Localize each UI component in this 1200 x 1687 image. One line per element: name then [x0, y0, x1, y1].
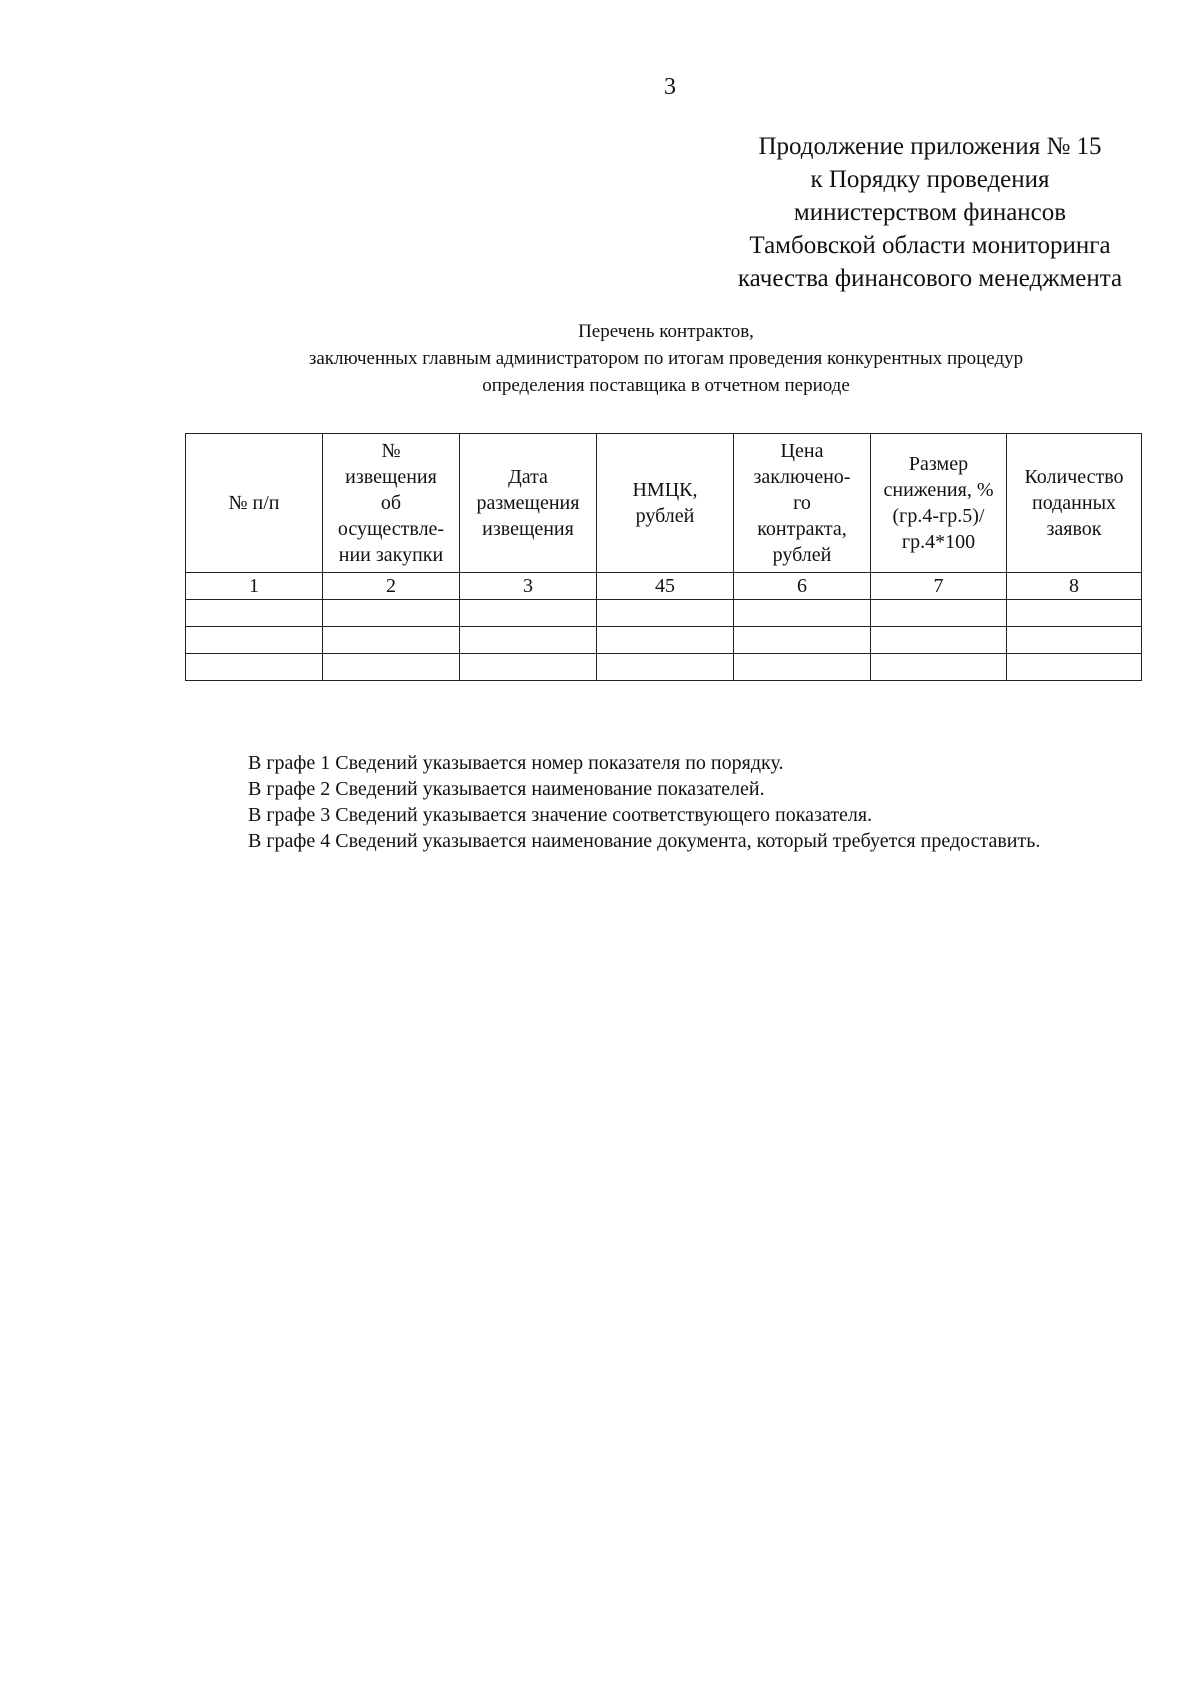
header-text: заявок	[1046, 518, 1102, 540]
appendix-header-line: министерством финансов	[793, 199, 1067, 226]
column-number-cell: 2	[323, 573, 460, 600]
header-text: размещения	[476, 492, 580, 514]
table-cell	[1007, 654, 1142, 681]
table-cell	[597, 627, 734, 654]
table-cell	[597, 654, 734, 681]
header-text: (гр.4-гр.5)/	[892, 505, 985, 527]
column-number-cell: 8	[1007, 573, 1142, 600]
appendix-header-line: качества финансового менеджмента	[737, 265, 1123, 292]
table-cell	[1007, 627, 1142, 654]
header-text: нии закупки	[338, 544, 444, 566]
header-text: Дата	[508, 466, 548, 488]
header-text: рублей	[635, 505, 695, 527]
column-number-cell: 6	[734, 573, 871, 600]
header-cell-initial-price	[597, 434, 734, 573]
header-text: поданных	[1031, 492, 1117, 514]
table-cell	[323, 627, 460, 654]
header-text: Количество	[1024, 466, 1124, 488]
header-text: Цена	[780, 440, 824, 462]
table-cell	[323, 654, 460, 681]
header-text: контракта,	[757, 518, 847, 540]
header-cell-notice-number	[323, 434, 460, 573]
header-text: снижения, %	[883, 479, 994, 501]
table-title-line: заключенных главным администратором по итогам проведения конкурентных процедур	[308, 348, 1024, 369]
header-text: рублей	[772, 544, 832, 566]
header-cell-reduction-percent	[871, 434, 1007, 573]
column-number-cell: 7	[871, 573, 1007, 600]
header-text: извещения	[482, 518, 574, 540]
note-paragraph: В графе 3 Сведений указывается значение соответствующего показателя.	[248, 804, 873, 826]
header-cell-notice-date	[460, 434, 597, 573]
table-cell	[871, 627, 1007, 654]
header-text: НМЦК,	[632, 479, 698, 501]
header-cell-row-number	[186, 434, 323, 573]
header-cell-contract-price	[734, 434, 871, 573]
header-text: № п/п	[228, 492, 280, 514]
table-cell	[460, 627, 597, 654]
header-text: извещения	[345, 466, 437, 488]
table-cell	[186, 654, 323, 681]
table-cell	[1007, 600, 1142, 627]
appendix-header	[700, 130, 1160, 295]
table-cell	[460, 654, 597, 681]
table-cell	[734, 627, 871, 654]
table-row	[186, 627, 1142, 654]
table-row	[186, 600, 1142, 627]
table-cell	[734, 600, 871, 627]
note-paragraph: В графе 1 Сведений указывается номер показателя по порядку.	[248, 752, 784, 774]
header-text: осуществле-	[337, 518, 445, 540]
column-number-cell: 45	[597, 573, 734, 600]
header-text: Размер	[908, 453, 969, 475]
table-cell	[871, 654, 1007, 681]
table-row	[186, 654, 1142, 681]
table-cell	[734, 654, 871, 681]
table-cell	[460, 600, 597, 627]
column-number-cell: 3	[460, 573, 597, 600]
header-text: об	[380, 492, 402, 514]
notes	[175, 750, 1140, 854]
header-text: заключено-	[753, 466, 851, 488]
column-number-row	[186, 573, 1142, 600]
table-header-row	[186, 434, 1142, 573]
note-paragraph: В графе 2 Сведений указывается наименование показателей.	[248, 778, 765, 800]
table-title-line: Перечень контрактов,	[578, 321, 754, 342]
header-cell-applications-count	[1007, 434, 1142, 573]
page-number: 3	[664, 74, 676, 100]
column-number-cell: 1	[186, 573, 323, 600]
header-text: №	[381, 440, 401, 462]
header-text: гр.4*100	[901, 531, 976, 553]
contracts-table	[185, 433, 1142, 681]
table-cell	[871, 600, 1007, 627]
appendix-header-line: Тамбовской области мониторинга	[749, 232, 1111, 259]
table-title-line: определения поставщика в отчетном периоде	[482, 375, 850, 396]
table-cell	[186, 627, 323, 654]
note-paragraph: В графе 4 Сведений указывается наименование документа, который требуется предоставить.	[248, 830, 1041, 852]
header-text: го	[793, 492, 811, 514]
table-title	[100, 318, 1200, 399]
table-cell	[597, 600, 734, 627]
table-cell	[323, 600, 460, 627]
appendix-header-line: Продолжение приложения № 15	[758, 133, 1102, 160]
table-cell	[186, 600, 323, 627]
appendix-header-line: к Порядку проведения	[810, 166, 1050, 193]
